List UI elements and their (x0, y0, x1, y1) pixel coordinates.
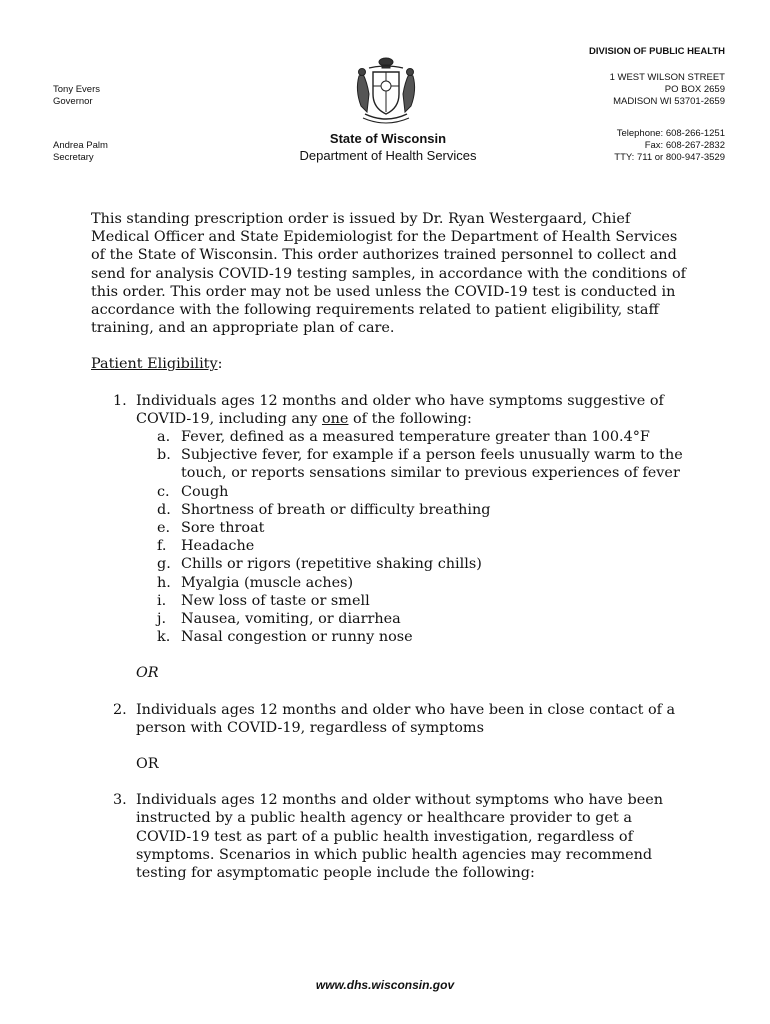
secretary-title: Secretary (53, 152, 94, 163)
item-number: 2. (113, 701, 127, 718)
symptom-item (91, 592, 691, 610)
address-line: PO BOX 2659 (664, 84, 725, 95)
symptom-item (91, 501, 691, 519)
contact-block (614, 128, 725, 164)
eligibility-heading-text: Patient Eligibility (91, 356, 218, 373)
symptom-list (91, 428, 691, 646)
symptom-item (91, 483, 691, 501)
eligibility-heading-colon: : (217, 356, 223, 373)
address-line: 1 WEST WILSON STREET (609, 72, 725, 83)
symptom-letter: h. (157, 574, 171, 591)
tty: TTY: 711 or 800-947-3529 (614, 152, 725, 163)
fax: Fax: 608-267-2832 (644, 140, 725, 151)
symptom-letter: e. (157, 520, 171, 537)
governor-name: Tony Evers (53, 84, 100, 95)
symptom-text: Fever, defined as a measured temperature greater than 100.4°F (181, 429, 650, 446)
symptom-item (91, 574, 691, 592)
symptom-item (91, 555, 691, 573)
eligibility-item-3 (91, 791, 691, 882)
symptom-text: Chills or rigors (repetitive shaking chills) (181, 556, 482, 573)
eligibility-item-1 (91, 392, 691, 428)
symptom-letter: i. (157, 592, 167, 609)
symptom-text: Nasal congestion or runny nose (181, 629, 413, 646)
eligibility-heading (91, 355, 691, 373)
secretary-name: Andrea Palm (53, 140, 108, 151)
symptom-text: New loss of taste or smell (181, 592, 370, 609)
item-text: Individuals ages 12 months and older who have symptoms suggestive of COVID-19, including any (136, 392, 664, 427)
symptom-letter: b. (157, 447, 171, 464)
symptom-item (91, 428, 691, 446)
or-separator: OR (136, 665, 159, 682)
symptom-text: Cough (181, 483, 229, 500)
item-number: 1. (113, 392, 127, 409)
symptom-item (91, 610, 691, 628)
item-text: Individuals ages 12 months and older who have been in close contact of a person with COVID-19, regardless of symptoms (136, 701, 676, 736)
intro-paragraph: This standing prescription order is issued by Dr. Ryan Westergaard, Chief Medical Officer and State Epidemiologist for the Department of Health Services of the State of Wisconsin. This order authorizes trained personnel to collect and send for analysis COVID-19 testing samples, in accordance with the conditions of this order. This order may not be used unless the COVID-19 test is conducted in accordance with the following requirements related to patient eligibility, staff training, and an appropriate plan of care. (91, 211, 686, 337)
symptom-letter: a. (157, 429, 171, 446)
telephone: Telephone: 608-266-1251 (616, 128, 725, 139)
document-body (91, 210, 691, 882)
eligibility-item-2 (91, 701, 691, 737)
symptom-text: Myalgia (muscle aches) (181, 574, 354, 591)
governor-title: Governor (53, 96, 93, 107)
symptom-item (91, 446, 691, 482)
item-text-emphasis: one (321, 410, 349, 427)
state-seal-icon (351, 54, 421, 126)
symptom-item (91, 537, 691, 555)
symptom-item (91, 628, 691, 646)
symptom-text: Subjective fever, for example if a person feels unusually warm to the touch, or reports sensations similar to previous experiences of fever (181, 447, 683, 482)
address-line: MADISON WI 53701-2659 (613, 96, 725, 107)
or-separator: OR (136, 756, 159, 773)
symptom-letter: f. (157, 538, 167, 555)
address-block (610, 72, 725, 108)
symptom-text: Shortness of breath or difficulty breathing (181, 501, 491, 518)
governor-block (53, 84, 100, 108)
symptom-letter: k. (157, 629, 171, 646)
division-title: DIVISION OF PUBLIC HEALTH (589, 46, 725, 57)
department-name: Department of Health Services (299, 148, 477, 163)
footer-url: www.dhs.wisconsin.gov (315, 978, 455, 992)
item-number: 3. (113, 792, 127, 809)
item-text: Individuals ages 12 months and older without symptoms who have been instructed by a public health agency or healthcare provider to get a COVID-19 test as part of a public health investigation, regardless of symptoms. Scenarios in which public health agencies may recommend testing for asymptomatic people include the following: (136, 792, 664, 882)
state-name: State of Wisconsin (329, 131, 447, 146)
item-text: of the following: (348, 410, 472, 427)
symptom-letter: j. (157, 611, 167, 628)
symptom-item (91, 519, 691, 537)
symptom-text: Headache (181, 538, 255, 555)
symptom-letter: c. (157, 483, 170, 500)
symptom-text: Sore throat (181, 520, 265, 537)
symptom-letter: g. (157, 556, 171, 573)
symptom-letter: d. (157, 501, 171, 518)
symptom-text: Nausea, vomiting, or diarrhea (181, 611, 401, 628)
